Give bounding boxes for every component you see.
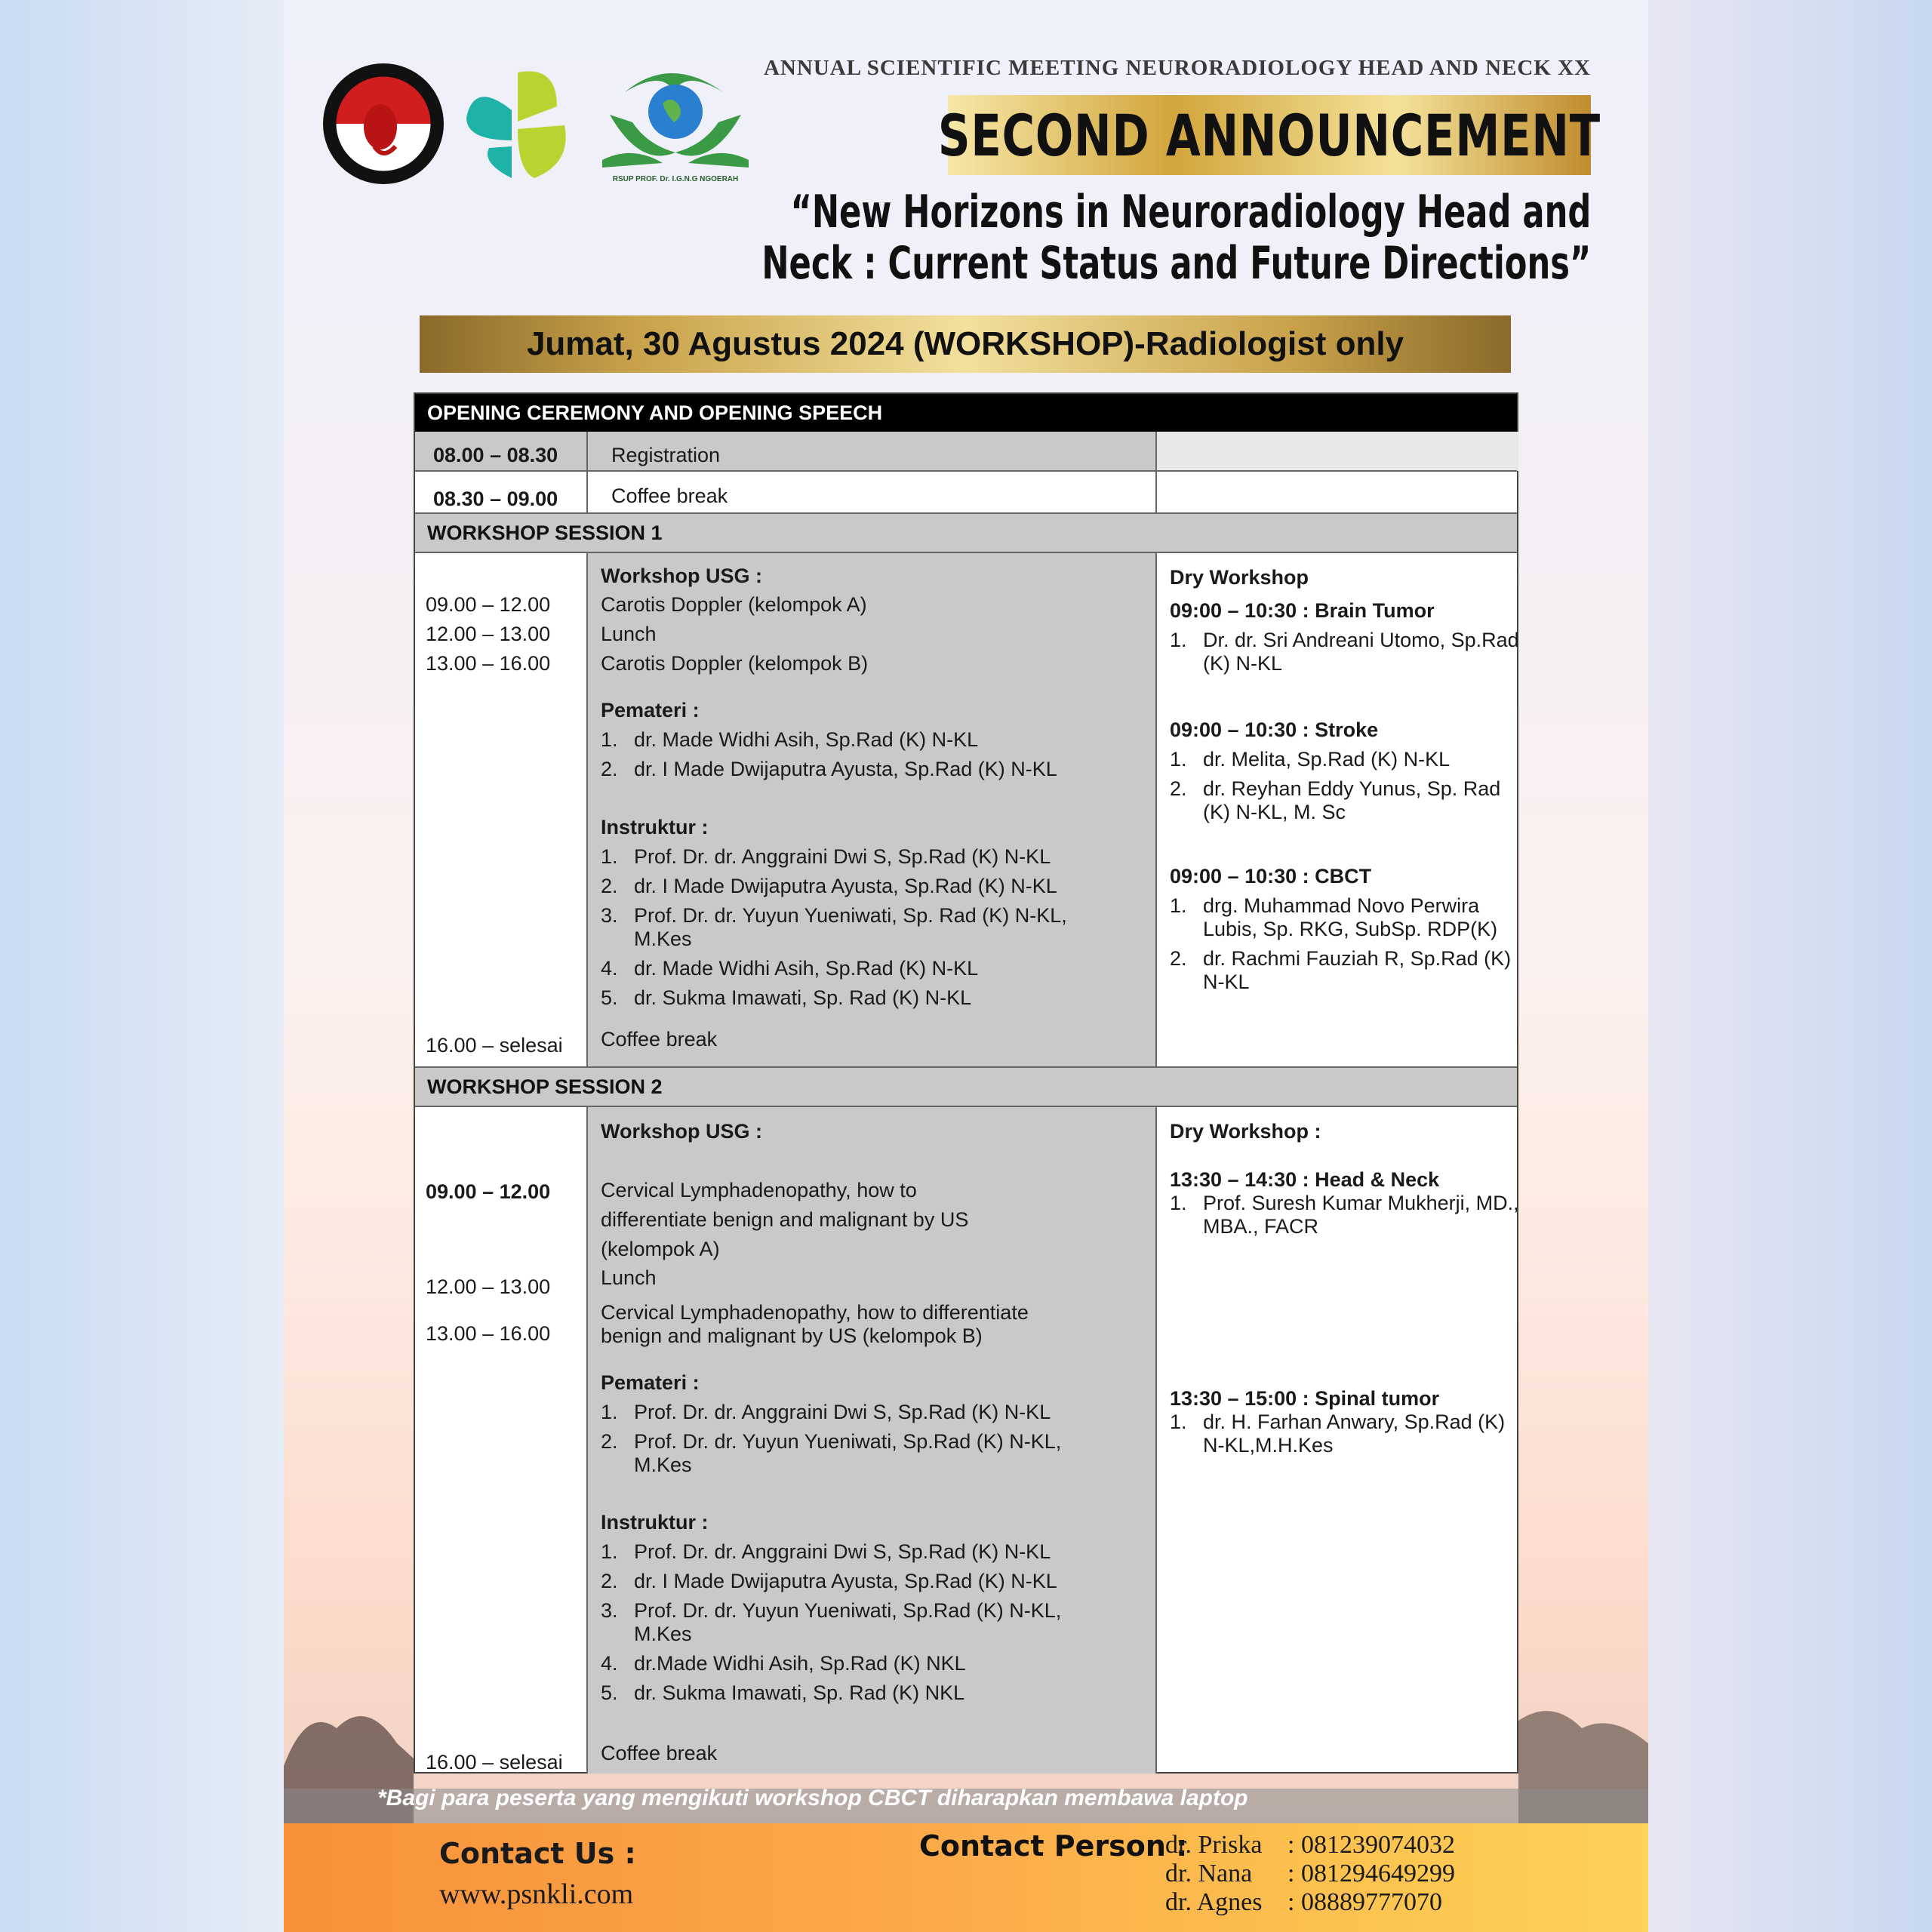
s2-time: 12.00 – 13.00 <box>426 1275 551 1298</box>
table-divider <box>415 1106 1517 1107</box>
list-number: 1. <box>601 1540 618 1563</box>
session2-title: WORKSHOP SESSION 2 <box>427 1075 663 1098</box>
s2-usg-line: benign and malignant by US (kelompok B) <box>601 1324 983 1347</box>
opening-activity-1: Registration <box>611 444 721 466</box>
list-number: 1. <box>1170 748 1187 771</box>
s1-instruktur: dr. Made Widhi Asih, Sp.Rad (K) N-KL <box>634 957 979 980</box>
announcement-title: SECOND ANNOUNCEMENT <box>937 101 1601 169</box>
s1-pemateri: dr. Made Widhi Asih, Sp.Rad (K) N-KL <box>634 728 979 751</box>
table-divider <box>586 1106 588 1774</box>
s2-usg-title: Workshop USG : <box>601 1120 763 1143</box>
s2-usg-line: Lunch <box>601 1266 657 1289</box>
session1-header <box>415 513 1517 552</box>
s2-time: 09.00 – 12.00 <box>426 1180 551 1203</box>
table-divider <box>415 512 1517 514</box>
contact-phone[interactable]: : 081239074032 <box>1287 1831 1455 1859</box>
list-number: 2. <box>601 1430 618 1453</box>
website-link[interactable]: www.psnkli.com <box>439 1878 634 1910</box>
table-divider <box>1155 1106 1157 1774</box>
list-number: 1. <box>601 845 618 868</box>
table-divider <box>586 432 588 513</box>
s2-instruktur-title: Instruktur : <box>601 1511 709 1534</box>
s1-dry-line: dr. Rachmi Fauziah R, Sp.Rad (K) <box>1203 947 1512 970</box>
session2-header <box>415 1067 1517 1106</box>
s2-time: 13.00 – 16.00 <box>426 1322 551 1345</box>
s1-dry-line: (K) N-KL <box>1203 652 1283 675</box>
s2-instruktur: Prof. Dr. dr. Anggraini Dwi S, Sp.Rad (K) N-KL <box>634 1540 1051 1563</box>
s1-dry-line: dr. Melita, Sp.Rad (K) N-KL <box>1203 748 1451 771</box>
s1-usg-item: Carotis Doppler (kelompok B) <box>601 652 869 675</box>
table-divider <box>415 552 1517 553</box>
s2-usg-line: Cervical Lymphadenopathy, how to differentiate <box>601 1301 1029 1324</box>
contact-name: dr. Priska <box>1165 1831 1263 1859</box>
s1-instruktur: Prof. Dr. dr. Yuyun Yueniwati, Sp. Rad (K) N-KL, <box>634 904 1067 927</box>
s2-pemateri: Prof. Dr. dr. Yuyun Yueniwati, Sp.Rad (K) N-KL, <box>634 1430 1062 1453</box>
s1-dry-line: drg. Muhammad Novo Perwira <box>1203 894 1480 917</box>
s1-dry-heading: 09:00 – 10:30 : CBCT <box>1170 865 1372 888</box>
s1-usg-title: Workshop USG : <box>601 565 763 587</box>
s1-usg-item: Carotis Doppler (kelompok A) <box>601 593 867 616</box>
s1-time: 16.00 – selesai <box>426 1034 563 1057</box>
opening-header <box>415 394 1517 432</box>
s1-time: 09.00 – 12.00 <box>426 593 551 616</box>
theme-line-2: Neck : Current Status and Future Directions” <box>761 237 1591 290</box>
contact-name: dr. Nana <box>1165 1860 1253 1887</box>
s2-usg-line: (kelompok A) <box>601 1238 720 1260</box>
s2-dry-title: Dry Workshop : <box>1170 1120 1321 1143</box>
schedule-table <box>414 392 1518 1774</box>
footer <box>284 1823 1648 1932</box>
contact-name: dr. Agnes <box>1165 1888 1263 1916</box>
s2-dry-line: N-KL,M.H.Kes <box>1203 1434 1334 1457</box>
s2-usg-line: Cervical Lymphadenopathy, how to <box>601 1179 917 1201</box>
hospital-logo-text: RSUP PROF. Dr. I.G.N.G NGOERAH <box>612 175 739 183</box>
opening-time-1: 08.00 – 08.30 <box>433 444 558 466</box>
list-number: 1. <box>1170 894 1187 917</box>
announcement-banner <box>937 95 1601 175</box>
s2-time: 16.00 – selesai <box>426 1751 563 1774</box>
s1-usg-item: Lunch <box>601 623 657 645</box>
list-number: 1. <box>1170 1411 1187 1433</box>
opening-row-1-blank <box>1156 432 1518 471</box>
list-number: 2. <box>601 875 618 897</box>
contact-person-label: Contact Person : <box>919 1829 1188 1863</box>
s1-instruktur: Prof. Dr. dr. Anggraini Dwi S, Sp.Rad (K) N-KL <box>634 845 1051 868</box>
s2-closing: Coffee break <box>601 1742 718 1764</box>
s2-dry-heading: 13:30 – 15:00 : Spinal tumor <box>1170 1387 1440 1410</box>
s2-dry-heading: 13:30 – 14:30 : Head & Neck <box>1170 1168 1440 1191</box>
s2-instruktur: dr. Sukma Imawati, Sp. Rad (K) NKL <box>634 1681 965 1704</box>
s1-dry-line: (K) N-KL, M. Sc <box>1203 801 1346 823</box>
list-number: 1. <box>601 728 618 751</box>
s2-instruktur: M.Kes <box>634 1623 692 1645</box>
s2-pemateri-title: Pemateri : <box>601 1371 700 1394</box>
contact-phone[interactable]: : 081294649299 <box>1287 1860 1455 1887</box>
s1-instruktur: dr. Sukma Imawati, Sp. Rad (K) N-KL <box>634 986 972 1009</box>
s1-pemateri-title: Pemateri : <box>601 699 700 721</box>
opening-activity-2: Coffee break <box>611 485 728 507</box>
s2-dry-line: MBA., FACR <box>1203 1215 1319 1238</box>
list-number: 5. <box>601 986 618 1009</box>
list-number: 2. <box>1170 777 1187 800</box>
list-number: 2. <box>601 758 618 780</box>
session1-title: WORKSHOP SESSION 1 <box>427 521 663 544</box>
event-title: ANNUAL SCIENTIFIC MEETING NEURORADIOLOGY HEAD AND NECK XX <box>763 56 1591 80</box>
health-ministry-logo <box>459 65 572 186</box>
s1-time: 13.00 – 16.00 <box>426 652 551 675</box>
s1-pemateri: dr. I Made Dwijaputra Ayusta, Sp.Rad (K) N-KL <box>634 758 1057 780</box>
s2-pemateri: Prof. Dr. dr. Anggraini Dwi S, Sp.Rad (K) N-KL <box>634 1401 1051 1423</box>
table-divider <box>1155 552 1157 1067</box>
s1-dry-line: dr. Reyhan Eddy Yunus, Sp. Rad <box>1203 777 1501 800</box>
theme-line-1: “New Horizons in Neuroradiology Head and <box>790 186 1591 238</box>
s2-instruktur: dr.Made Widhi Asih, Sp.Rad (K) NKL <box>634 1652 966 1675</box>
s2-pemateri: M.Kes <box>634 1454 692 1476</box>
table-divider <box>415 470 1517 472</box>
neuroradiology-society-logo <box>321 62 445 186</box>
list-number: 1. <box>601 1401 618 1423</box>
s2-dry-line: Prof. Suresh Kumar Mukherji, MD., <box>1203 1192 1519 1214</box>
s2-usg-line: differentiate benign and malignant by US <box>601 1208 969 1231</box>
opening-row-2 <box>415 471 1517 513</box>
table-divider <box>1155 432 1157 513</box>
poster <box>284 0 1648 1932</box>
footnote: *Bagi para peserta yang mengikuti workshop CBCT diharapkan membawa laptop <box>377 1786 1248 1810</box>
contact-phone[interactable]: : 08889777070 <box>1287 1888 1442 1916</box>
list-number: 4. <box>601 957 618 980</box>
s2-instruktur: dr. I Made Dwijaputra Ayusta, Sp.Rad (K) N-KL <box>634 1570 1057 1592</box>
list-number: 5. <box>601 1681 618 1704</box>
list-number: 3. <box>601 1599 618 1622</box>
s2-instruktur: Prof. Dr. dr. Yuyun Yueniwati, Sp.Rad (K) N-KL, <box>634 1599 1062 1622</box>
table-divider <box>415 1066 1517 1068</box>
s1-dry-line: Lubis, Sp. RKG, SubSp. RDP(K) <box>1203 918 1498 940</box>
opening-title: OPENING CEREMONY AND OPENING SPEECH <box>427 401 883 424</box>
s1-instruktur: M.Kes <box>634 928 692 950</box>
s1-time: 12.00 – 13.00 <box>426 623 551 645</box>
s1-dry-line: N-KL <box>1203 971 1250 993</box>
list-number: 4. <box>601 1652 618 1675</box>
s1-dry-line: Dr. dr. Sri Andreani Utomo, Sp.Rad <box>1203 629 1519 651</box>
s1-dry-heading: 09:00 – 10:30 : Brain Tumor <box>1170 599 1435 622</box>
list-number: 2. <box>1170 947 1187 970</box>
date-bar <box>420 315 1511 373</box>
table-divider <box>586 552 588 1067</box>
s1-dry-title: Dry Workshop <box>1170 566 1309 589</box>
s1-instruktur-title: Instruktur : <box>601 816 709 838</box>
s2-dry-line: dr. H. Farhan Anwary, Sp.Rad (K) <box>1203 1411 1506 1433</box>
hospital-logo <box>595 62 756 192</box>
list-number: 2. <box>601 1570 618 1592</box>
contact-us-label: Contact Us : <box>439 1837 636 1870</box>
s1-closing: Coffee break <box>601 1028 718 1051</box>
list-number: 1. <box>1170 629 1187 651</box>
opening-time-2: 08.30 – 09.00 <box>433 488 558 510</box>
s1-instruktur: dr. I Made Dwijaputra Ayusta, Sp.Rad (K) N-KL <box>634 875 1057 897</box>
list-number: 3. <box>601 904 618 927</box>
s1-dry-heading: 09:00 – 10:30 : Stroke <box>1170 718 1379 741</box>
list-number: 1. <box>1170 1192 1187 1214</box>
date-bar-text: Jumat, 30 Agustus 2024 (WORKSHOP)-Radiologist only <box>526 325 1404 362</box>
